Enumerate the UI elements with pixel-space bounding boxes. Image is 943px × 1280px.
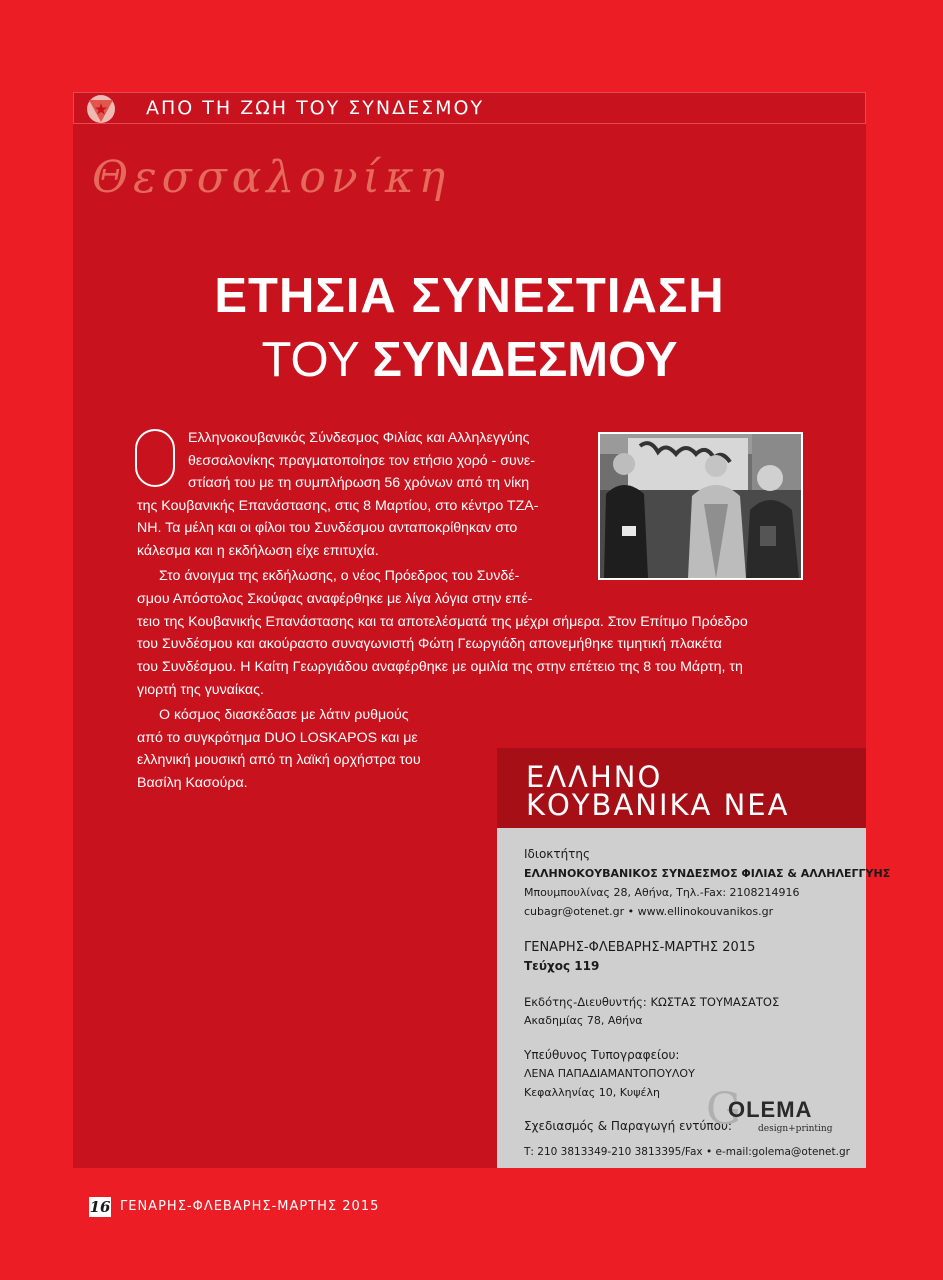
owner-address: Μπουμπουλίνας 28, Αθήνα, Τηλ.-Fax: 2108214916	[524, 886, 800, 899]
article-line: του Συνδέσμου. Η Καίτη Γεωργιάδου αναφέρθηκε με ομιλία της στην επέτειο της 8 του Μάρτη, τη	[137, 659, 743, 675]
golema-logo-letter: G	[706, 1084, 742, 1135]
typo-label: Υπεύθυνος Τυπογραφείου:	[524, 1048, 680, 1062]
page-number: 16	[89, 1198, 111, 1216]
dropcap-letter	[135, 429, 175, 487]
typo-name: ΛΕΝΑ ΠΑΠΑΔΙΑΜΑΝΤΟΠΟΥΛΟΥ	[524, 1067, 695, 1080]
design-label: Σχεδιασμός & Παραγωγή εντύπου:	[524, 1119, 732, 1133]
article-line: τειο της Κουβανικής Επανάστασης και τα αποτελέσματά της μέχρι σήμερα. Στον Επίτιμο Πρόεδρο	[137, 614, 748, 630]
event-photo-image	[600, 434, 801, 578]
headline-line1: ΕΤΗΣΙΑ ΣΥΝΕΣΤΙΑΣΗ	[214, 269, 725, 323]
city-heading: Θεσσαλονίκη	[92, 152, 451, 203]
issue-number: Τεύχος 119	[524, 959, 600, 973]
golema-logo	[706, 1084, 833, 1140]
owner-contact: cubagr@otenet.gr • www.ellinokouvanikos.gr	[524, 905, 774, 918]
golema-logo-sub: design+printing	[758, 1124, 833, 1134]
publisher-label: Εκδότης-Διευθυντής:	[524, 995, 647, 1009]
article-line: ΝΗ. Τα μέλη και οι φίλοι του Συνδέσμου ανταποκρίθηκαν στο	[137, 520, 518, 536]
article-line: θεσσαλονίκης πραγματοποίησε τον ετήσιο χορό - συνε-	[188, 453, 535, 469]
phone-line: Τ: 210 3813349-210 3813395/Fax • e-mail:golema@otenet.gr	[524, 1146, 850, 1158]
publisher-name: ΚΩΣΤΑΣ ΤΟΥΜΑΣΑΤΟΣ	[650, 995, 780, 1009]
article-line: της Κουβανικής Επανάστασης, στις 8 Μαρτίου, στο κέντρο ΤΖΑ-	[137, 498, 539, 514]
article-line: κάλεσμα και η εκδήλωση είχε επιτυχία.	[137, 543, 379, 559]
article-line: από το συγκρότημα DUO LOSKAPOS και με	[137, 730, 418, 746]
article-line: στίασή του με τη συμπλήρωση 56 χρόνων από τη νίκη	[188, 475, 530, 491]
article-line: Ελληνοκουβανικός Σύνδεσμος Φιλίας και Αλληλεγγύης	[188, 430, 530, 446]
footer-issue: ΓΕΝΑΡΗΣ-ΦΛΕΒΑΡΗΣ-ΜΑΡΤΗΣ 2015	[120, 1199, 380, 1214]
owner-name: ΕΛΛΗΝΟΚΟΥΒΑΝΙΚΟΣ ΣΥΝΔΕΣΜΟΣ ΦΙΛΙΑΣ & ΑΛΛΗΛΕΓΓΥΗΣ	[524, 867, 891, 880]
headline-line2-light: ΤΟΥ	[261, 333, 373, 387]
star-emblem-icon	[86, 94, 116, 124]
article-line: Βασίλη Κασούρα.	[137, 775, 248, 791]
typo-address: Κεφαλληνίας 10, Κυψέλη	[524, 1086, 660, 1099]
headline-line2	[73, 332, 866, 388]
publisher-line	[524, 995, 779, 1009]
article-line: Στο άνοιγμα της εκδήλωσης, ο νέος Πρόεδρος του Συνδέ-	[159, 568, 520, 584]
issue-period: ΓΕΝΑΡΗΣ-ΦΛΕΒΑΡΗΣ-ΜΑΡΤΗΣ 2015	[524, 940, 756, 955]
headline-line2-bold: ΣΥΝΔΕΣΜΟΥ	[372, 333, 678, 387]
event-photo	[598, 432, 803, 580]
publisher-address: Ακαδημίας 78, Αθήνα	[524, 1014, 643, 1027]
article-line: σμου Απόστολος Σκούφας αναφέρθηκε με λίγα λόγια στην επέ-	[137, 591, 533, 607]
golema-logo-text: OLEMA	[728, 1097, 813, 1122]
news-title-line1: ΕΛΛΗΝΟ	[526, 760, 663, 794]
news-title-line2: ΚΟΥΒΑΝΙΚΑ ΝΕΑ	[526, 788, 790, 822]
article-line: γιορτή της γυναίκας.	[137, 682, 264, 698]
article-line: Ο κόσμος διασκέδασε με λάτιν ρυθμούς	[159, 707, 409, 723]
owner-label: Ιδιοκτήτης	[524, 847, 591, 861]
article-line: του Συνδέσμου και ακούραστο συναγωνιστή Φώτη Γεωργιάδη απονεμήθηκε τιμητική πλακέτα	[137, 636, 722, 652]
section-title: ΑΠΟ ΤΗ ΖΩΗ ΤΟΥ ΣΥΝΔΕΣΜΟΥ	[146, 97, 485, 119]
article-line: ελληνική μουσική από τη λαϊκή ορχήστρα του	[137, 752, 421, 768]
